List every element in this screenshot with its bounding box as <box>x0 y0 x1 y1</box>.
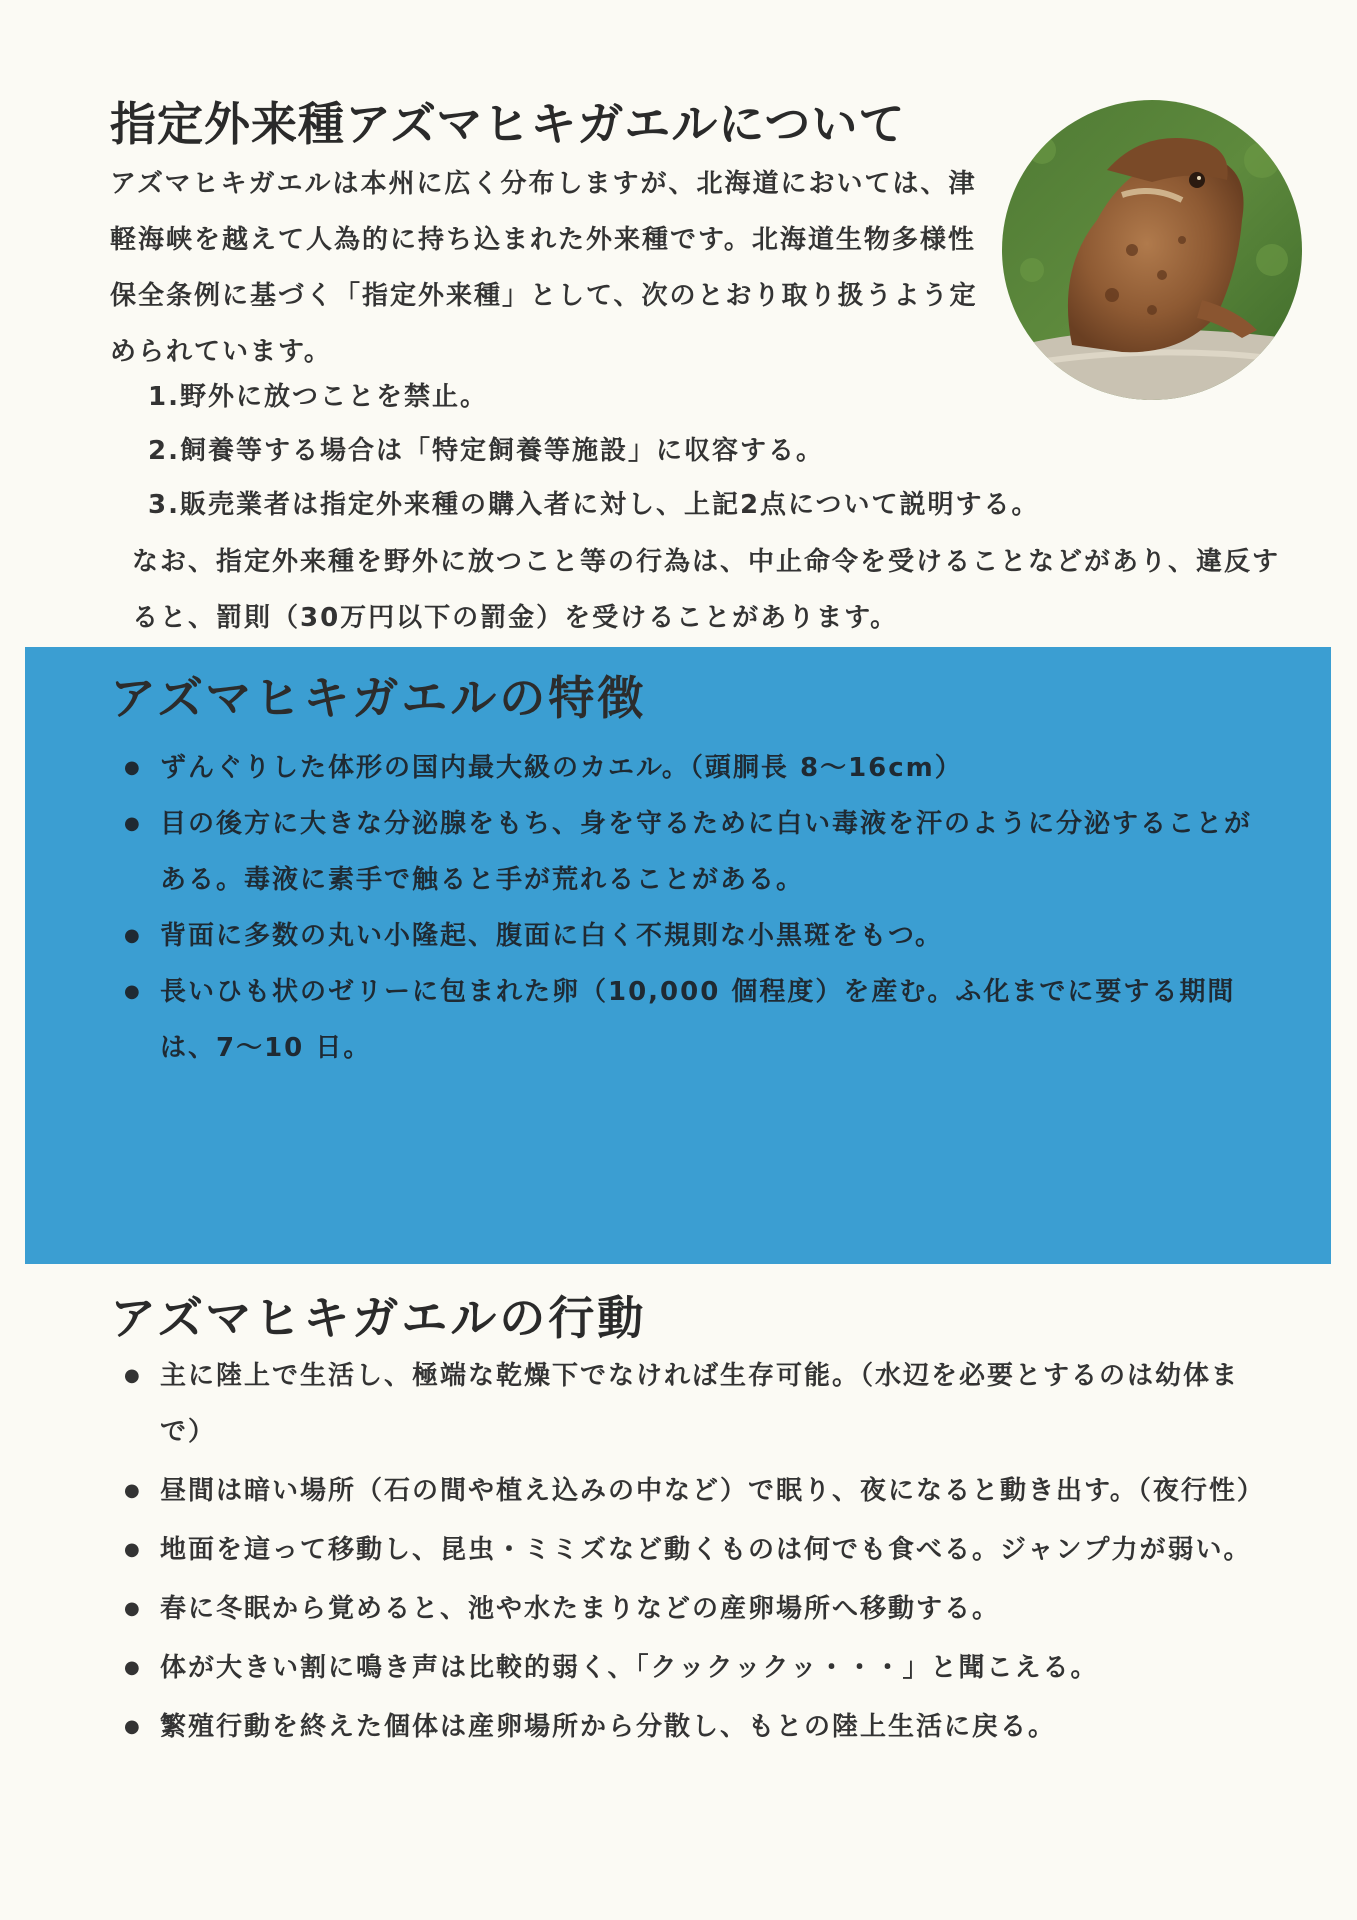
behavior-heading: アズマヒキガエルの行動 <box>110 1291 647 1345</box>
feature-list <box>124 740 1254 1076</box>
rule-list <box>148 370 1040 532</box>
rule-item: 2.飼養等する場合は「特定飼養等施設」に収容する。 <box>148 436 824 466</box>
list-item: ● 地面を這って移動し、昆虫・ミミズなど動くものは何でも食べる。ジャンプ力が弱い。 <box>124 1522 1274 1578</box>
penalty-note: なお、指定外来種を野外に放つこと等の行為は、中止命令を受けることなどがあり、違反すると、罰則（30万円以下の罰金）を受けることがあります。 <box>132 547 1281 633</box>
list-item: ● 長いひも状のゼリーに包まれた卵（10,000 個程度）を産む。ふ化までに要する期間 は、7～10 日。 <box>124 964 1254 1076</box>
list-item: ● 体が大きい割に鳴き声は比較的弱く、「クックックッ・・・」と聞こえる。 <box>124 1640 1274 1696</box>
list-item: ● 背面に多数の丸い小隆起、腹面に白く不規則な小黒斑をもつ。 <box>124 908 1254 964</box>
rule-item: 1.野外に放つことを禁止。 <box>148 382 488 412</box>
toad-photo-icon <box>1002 100 1302 400</box>
rule-item: 3.販売業者は指定外来種の購入者に対し、上記2点について説明する。 <box>148 490 1040 520</box>
features-heading: アズマヒキガエルの特徴 <box>110 671 647 725</box>
list-item: ● 目の後方に大きな分泌腺をもち、身を守るために白い毒液を汗のように分泌することがある。毒液に素手で触ると手が荒れることがある。 <box>124 796 1254 908</box>
list-item: ● 繁殖行動を終えた個体は産卵場所から分散し、もとの陸上生活に戻る。 <box>124 1699 1274 1755</box>
list-item: ● 主に陸上で生活し、極端な乾燥下でなければ生存可能。（水辺を必要とするのは幼体まで） <box>124 1348 1274 1460</box>
list-item: ● 春に冬眠から覚めると、池や水たまりなどの産卵場所へ移動する。 <box>124 1581 1274 1637</box>
behavior-list <box>124 1348 1274 1758</box>
page-title: 指定外来種アズマヒキガエルについて <box>110 97 906 151</box>
intro-paragraph: アズマヒキガエルは本州に広く分布しますが、北海道においては、津軽海峡を越えて人為的に持ち込まれた外来種です。北海道生物多様性保全条例に基づく「指定外来種」として、次のとおり取り扱うよう定められています。 <box>110 169 978 367</box>
list-item: ● 昼間は暗い場所（石の間や植え込みの中など）で眠り、夜になると動き出す。（夜行性） <box>124 1463 1274 1519</box>
list-item: ● ずんぐりした体形の国内最大級のカエル。（頭胴長 8～16cm） <box>124 740 1254 796</box>
